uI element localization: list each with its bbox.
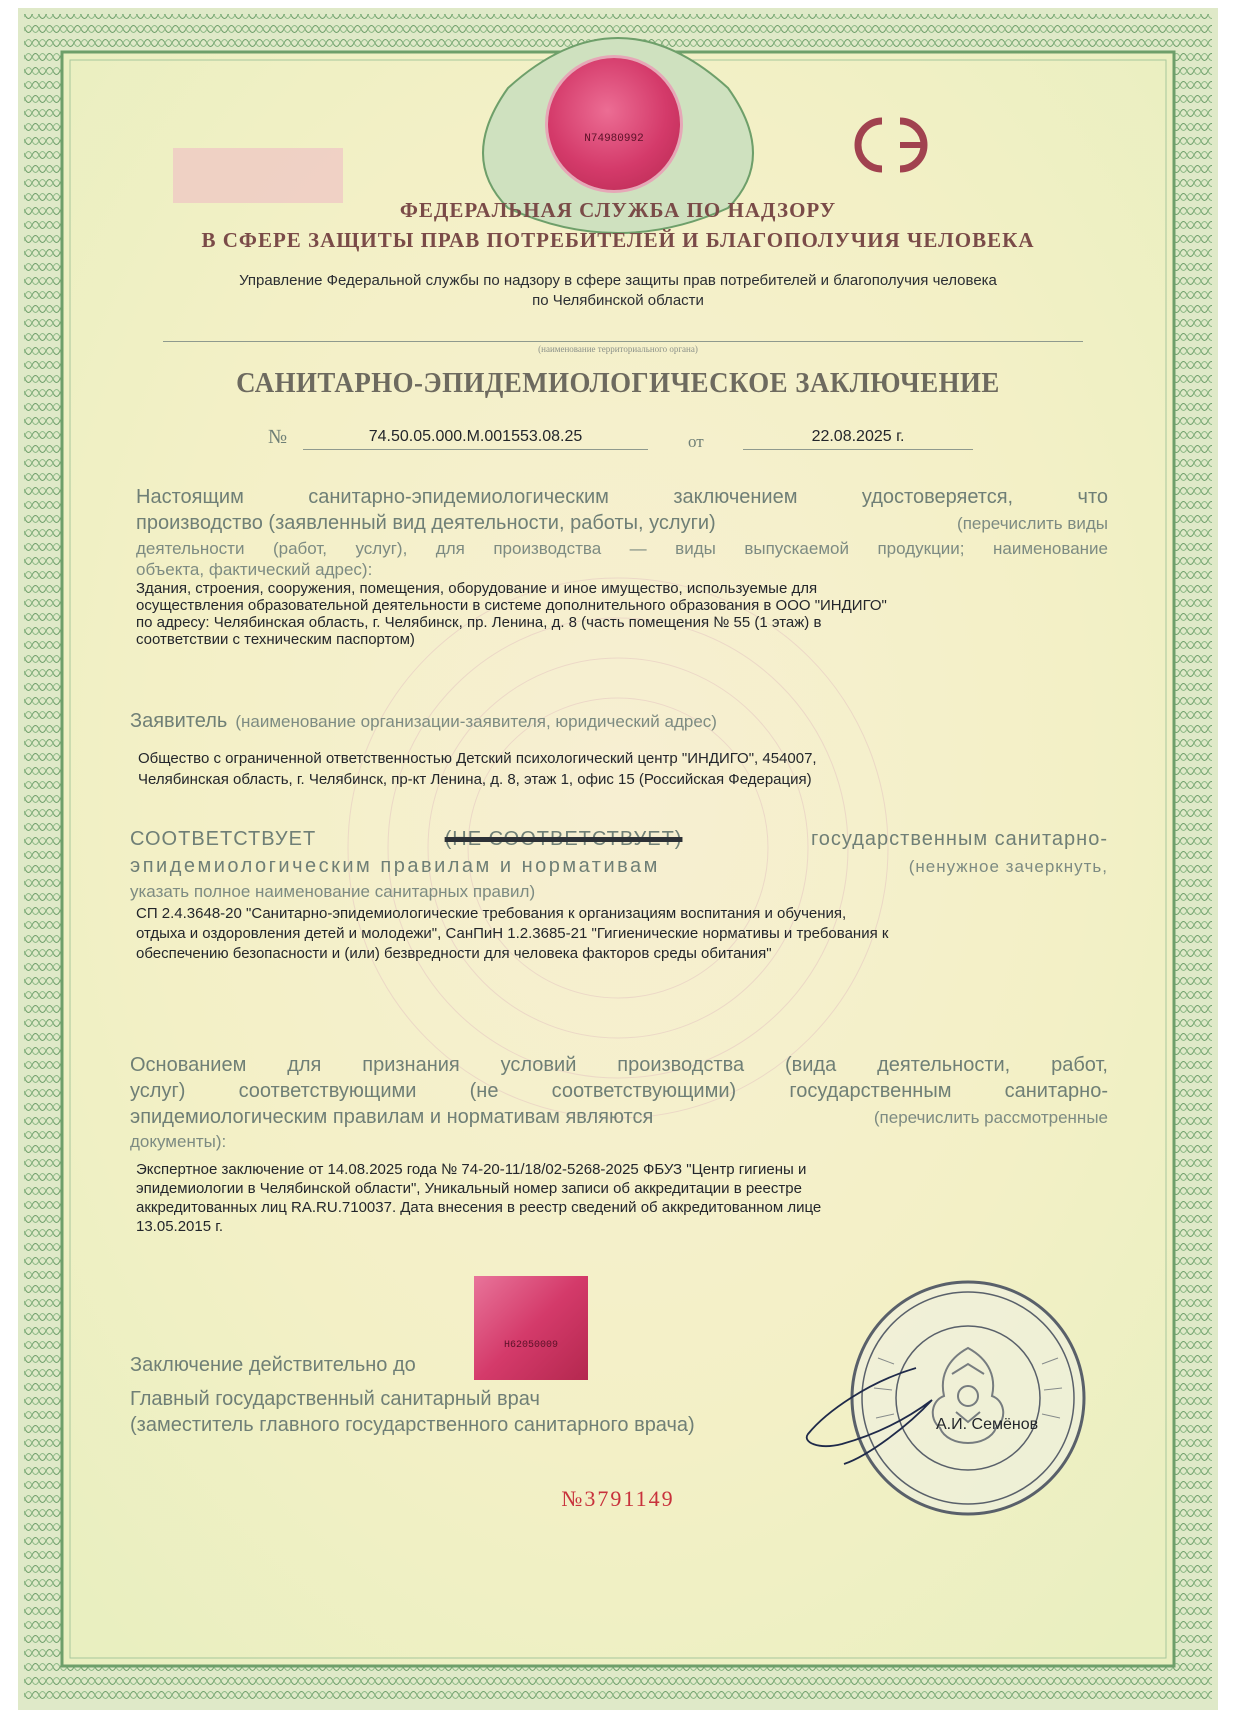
certificate-page — [18, 8, 1218, 1710]
hologram-serial: N74980992 — [584, 133, 644, 145]
applicant-value — [138, 748, 817, 790]
section1-line3: деятельности (работ, услуг), для производства — виды выпускаемой продукции; наименование — [136, 539, 1108, 558]
rules-line: обеспечению безопасности и (или) безвредности для человека факторов среды обитания" — [136, 945, 772, 962]
signature-mark — [798, 1360, 948, 1470]
agency-title-line1: ФЕДЕРАЛЬНАЯ СЛУЖБА ПО НАДЗОРУ — [399, 198, 837, 222]
basis-line3 — [130, 1106, 1108, 1129]
validity-label: Заключение действительно до — [130, 1354, 416, 1376]
signer-name: А.И. Семёнов — [936, 1416, 1039, 1433]
rules-line: отдыха и оздоровления детей и молодежи", СанПиН 1.2.3685-21 "Гигиенические нормативы и требования к — [136, 925, 889, 942]
section1-line4: объекта, фактический адрес): — [136, 560, 373, 579]
activity-description — [136, 580, 887, 648]
activity-line: соответствии с техническим паспортом) — [136, 631, 415, 648]
basis-line3-main: эпидемиологическим правилам и нормативам являются — [130, 1106, 654, 1128]
basis-doc-line: эпидемиологии в Челябинской области", Уникальный номер записи об аккредитации в реестре — [136, 1180, 802, 1197]
activity-line: по адресу: Челябинская область, г. Челябинск, пр. Ленина, д. 8 (часть помещения № 55 (1 этаж) в — [136, 614, 822, 631]
signature — [798, 1360, 948, 1470]
compliance-status: СООТВЕТСТВУЕТ — [130, 828, 317, 850]
compliance-line2-main: эпидемиологическим правилам и нормативам — [130, 855, 660, 877]
applicant-line: Общество с ограниченной ответственностью Детский психологический центр "ИНДИГО", 454007, — [138, 750, 817, 767]
rules-line: СП 2.4.3648-20 "Санитарно-эпидемиологические требования к организациям воспитания и обучения, — [136, 905, 847, 922]
section1-line2 — [136, 512, 1108, 535]
sanitary-rules — [136, 904, 888, 964]
applicant-line: Челябинская область, г. Челябинск, пр-кт Ленина, д. 8, этаж 1, офис 15 (Российская Федерация) — [138, 771, 812, 788]
certificate-date: 22.08.2025 г. — [743, 428, 973, 450]
compliance-line2-caption: (ненужное зачеркнуть, — [908, 857, 1108, 876]
basis-line4: документы): — [130, 1132, 227, 1151]
serial-number: №3791149 — [561, 1486, 675, 1511]
org-caption: (наименование территориального органа) — [538, 344, 698, 354]
compliance-line2 — [130, 855, 1108, 878]
compliance-line1 — [130, 828, 1108, 851]
subagency-line2: по Челябинской области — [532, 292, 704, 309]
subagency-line1: Управление Федеральной службы по надзору в сфере защиты прав потребителей и благополучия человека — [239, 272, 997, 289]
signer-title-line1: Главный государственный санитарный врач — [130, 1388, 540, 1410]
signer-title-line2: (заместитель главного государственного санитарного врача) — [130, 1414, 695, 1436]
basis-line2: услуг) соответствующими (не соответствующими) государственным санитарно- — [130, 1080, 1108, 1102]
applicant-label: Заявитель — [130, 710, 228, 732]
date-label: от — [688, 432, 704, 451]
compliance-line1-rest: государственным санитарно- — [810, 828, 1108, 850]
section1-line2-caption: (перечислить виды — [957, 514, 1108, 533]
hologram-bottom-serial: Н62050009 — [503, 1340, 558, 1351]
certificate-number: 74.50.05.000.М.001553.08.25 — [303, 428, 648, 450]
hologram-seal-top — [548, 58, 680, 190]
compliance-struck: (НЕ СООТВЕТСТВУЕТ) — [444, 828, 683, 850]
document-title: САНИТАРНО-ЭПИДЕМИОЛОГИЧЕСКОЕ ЗАКЛЮЧЕНИЕ — [236, 368, 1000, 399]
agency-title-line2: В СФЕРЕ ЗАЩИТЫ ПРАВ ПОТРЕБИТЕЛЕЙ И БЛАГОПОЛУЧИЯ ЧЕЛОВЕКА — [201, 228, 1035, 252]
activity-line: осуществления образовательной деятельности в системе дополнительного образования в ООО "ИНДИГО" — [136, 597, 887, 614]
org-underline — [163, 341, 1083, 342]
compliance-line3: указать полное наименование санитарных правил) — [130, 882, 536, 901]
se-logo — [848, 114, 948, 176]
section1-line1: Настоящим санитарно-эпидемиологическим заключением удостоверяется, что — [136, 486, 1108, 508]
basis-doc-line: 13.05.2015 г. — [136, 1218, 224, 1235]
hologram-seal-bottom — [474, 1276, 588, 1380]
activity-line: Здания, строения, сооружения, помещения, оборудование и иное имущество, используемые для — [136, 580, 818, 597]
number-label: № — [268, 426, 288, 448]
section1-line2-main: производство (заявленный вид деятельности, работы, услуги) — [136, 512, 716, 534]
basis-line1: Основанием для признания условий производства (вида деятельности, работ, — [130, 1054, 1108, 1076]
basis-doc-line: Экспертное заключение от 14.08.2025 года № 74-20-11/18/02-5268-2025 ФБУЗ "Центр гигиены и — [136, 1161, 807, 1178]
se-logo-icon — [848, 114, 948, 176]
basis-doc-line: аккредитованных лиц RA.RU.710037. Дата внесения в реестр сведений об аккредитованном лице — [136, 1199, 822, 1216]
applicant-heading — [130, 710, 717, 733]
applicant-caption: (наименование организации-заявителя, юридический адрес) — [235, 712, 717, 731]
basis-line3-caption: (перечислить рассмотренные — [873, 1108, 1108, 1127]
basis-documents — [136, 1160, 821, 1236]
